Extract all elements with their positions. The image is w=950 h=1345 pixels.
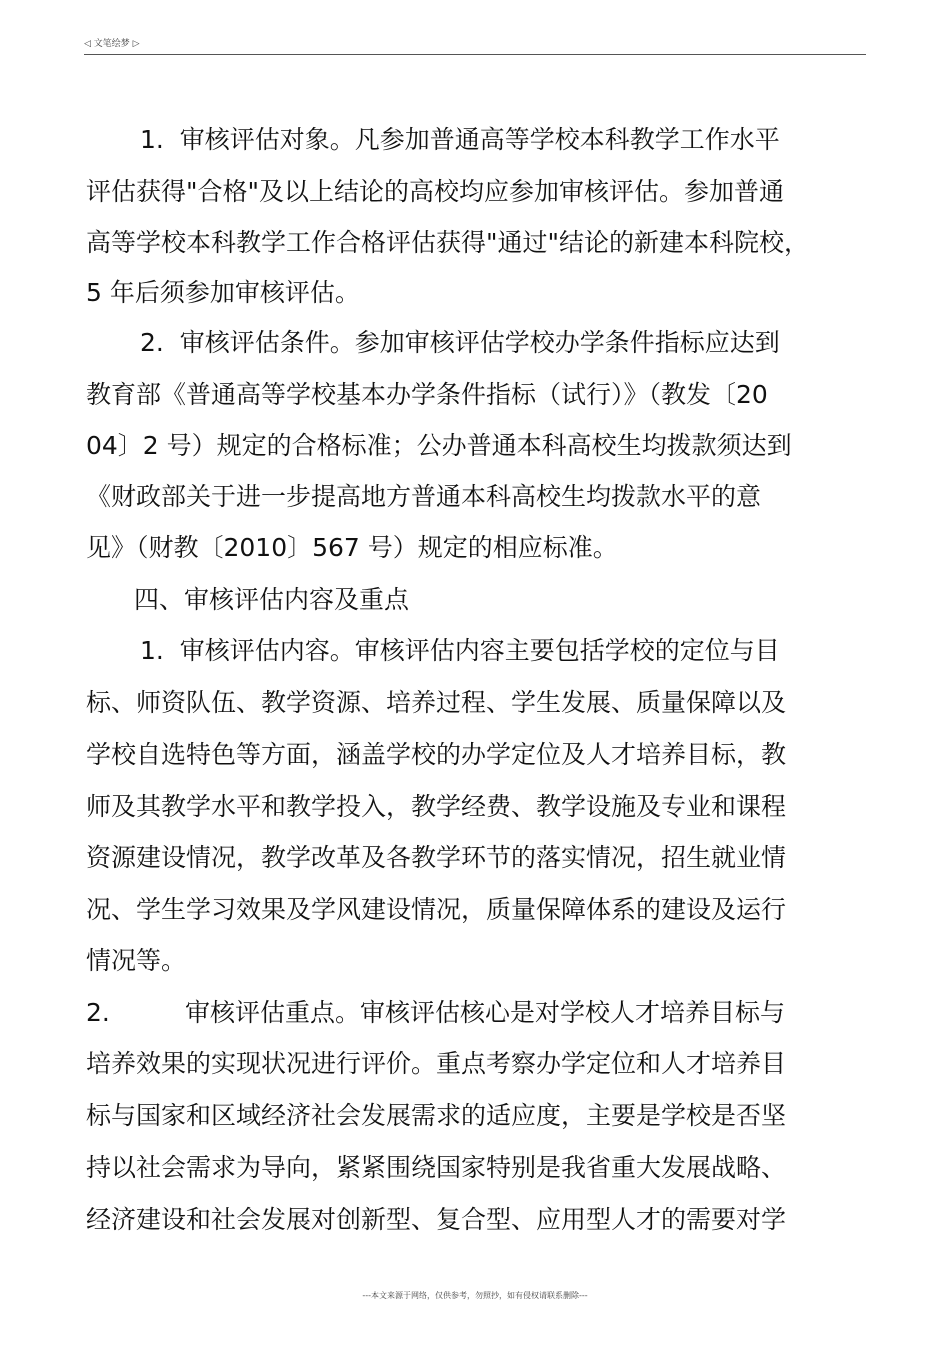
paragraph-2-line-3: 04〕2 号）规定的合格标准；公办普通本科高校生均拨款须达到 <box>86 431 792 460</box>
paragraph-4-line-1: 审核评估重点。审核评估核心是对学校人才培养目标与 <box>185 998 786 1027</box>
paragraph-3-line-4: 师及其教学水平和教学投入，教学经费、教学设施及专业和课程 <box>86 792 787 821</box>
paragraph-4-line-5: 经济建设和社会发展对创新型、复合型、应用型人才的需要对学 <box>86 1205 787 1234</box>
paragraph-3-line-7: 情况等。 <box>86 946 187 975</box>
header-divider <box>84 54 866 55</box>
paragraph-2-line-4: 《财政部关于进一步提高地方普通本科高校生均拨款水平的意 <box>86 482 762 511</box>
paragraph-1-line-1: 1. 审核评估对象。凡参加普通高等学校本科教学工作水平 <box>140 125 780 154</box>
paragraph-2-line-2: 教育部《普通高等学校基本办学条件指标（试行）》（教发〔20 <box>86 380 768 409</box>
header-label: ◁ 文笔绘梦 ▷ <box>84 39 140 49</box>
paragraph-2-line-1: 2. 审核评估条件。参加审核评估学校办学条件指标应达到 <box>140 328 780 357</box>
paragraph-1-line-3: 高等学校本科教学工作合格评估获得"通过"结论的新建本科院校， <box>86 228 810 257</box>
paragraph-3-line-1: 1. 审核评估内容。审核评估内容主要包括学校的定位与目 <box>140 636 780 665</box>
paragraph-3-line-2: 标、师资队伍、教学资源、培养过程、学生发展、质量保障以及 <box>86 688 787 717</box>
paragraph-1-line-2: 评估获得"合格"及以上结论的高校均应参加审核评估。参加普通 <box>86 177 785 206</box>
paragraph-1-line-4: 5 年后须参加审核评估。 <box>86 278 360 307</box>
paragraph-4-line-4: 持以社会需求为导向，紧紧围绕国家特别是我省重大发展战略、 <box>86 1153 787 1182</box>
paragraph-3-line-6: 况、学生学习效果及学风建设情况，质量保障体系的建设及运行 <box>86 895 787 924</box>
page-footer-note: ---本文来源于网络，仅供参考，勿照抄，如有侵权请联系删除--- <box>362 1291 588 1300</box>
paragraph-4-line-3: 标与国家和区域经济社会发展需求的适应度，主要是学校是否坚 <box>86 1101 787 1130</box>
paragraph-3-line-3: 学校自选特色等方面，涵盖学校的办学定位及人才培养目标，教 <box>86 740 787 769</box>
paragraph-2-line-5: 见》（财教〔2010〕567 号）规定的相应标准。 <box>86 533 618 562</box>
paragraph-4-number: 2. <box>86 998 110 1027</box>
paragraph-3-line-5: 资源建设情况，教学改革及各教学环节的落实情况，招生就业情 <box>86 843 787 872</box>
paragraph-4-line-2: 培养效果的实现状况进行评价。重点考察办学定位和人才培养目 <box>86 1049 787 1078</box>
section-heading: 四、审核评估内容及重点 <box>134 585 410 614</box>
